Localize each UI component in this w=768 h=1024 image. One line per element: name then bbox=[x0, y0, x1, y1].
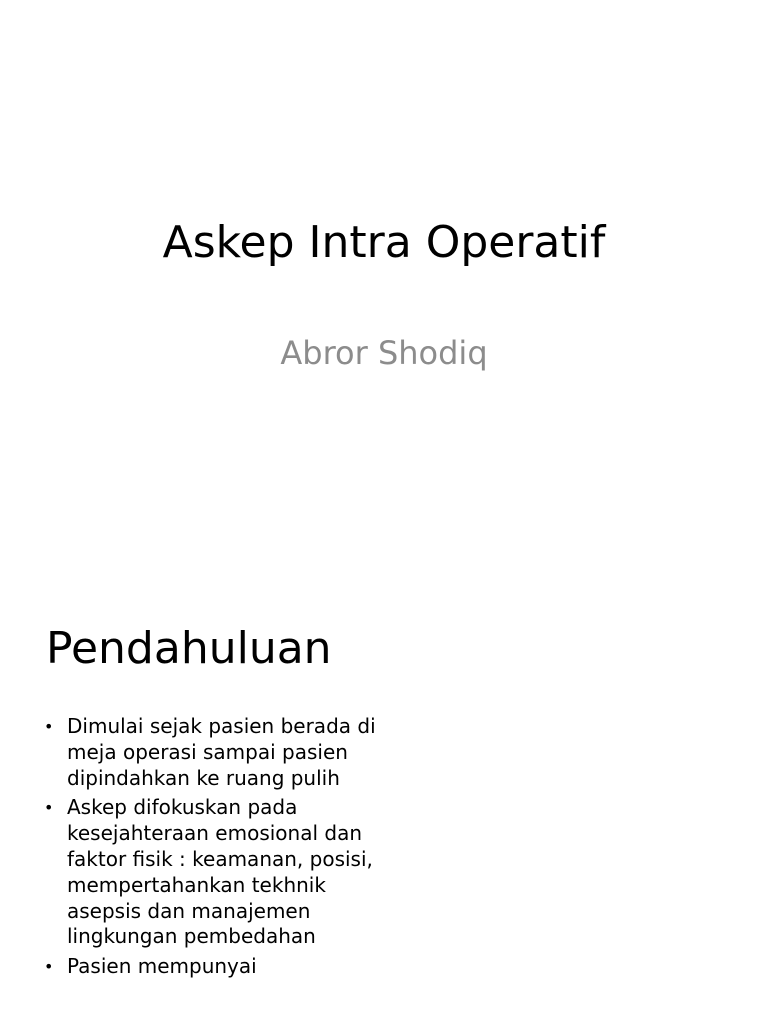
bullet-dot-icon: • bbox=[44, 798, 54, 818]
bullet-item bbox=[44, 714, 379, 791]
bullet-text: Pasien mempunyai bbox=[67, 954, 257, 979]
bullet-item bbox=[44, 795, 379, 950]
bullet-item bbox=[44, 954, 379, 980]
bullet-dot-icon: • bbox=[44, 957, 54, 977]
bullet-text: Dimulai sejak pasien berada di meja operasi sampai pasien dipindahkan ke ruang pulih bbox=[67, 714, 376, 790]
bullet-list bbox=[44, 714, 379, 984]
slide-subtitle: Abror Shodiq bbox=[280, 334, 488, 372]
bullet-dot-icon: • bbox=[44, 717, 54, 736]
slide-title: Askep Intra Operatif bbox=[162, 217, 606, 268]
slide-heading: Pendahuluan bbox=[46, 623, 332, 674]
bullet-text: Askep difokuskan pada kesejahteraan emosional dan faktor fisik : keamanan, posisi, mempertahankan tekhnik asepsis dan manajemen lingkungan pembedahan bbox=[67, 795, 373, 949]
content-slide bbox=[0, 576, 768, 1024]
